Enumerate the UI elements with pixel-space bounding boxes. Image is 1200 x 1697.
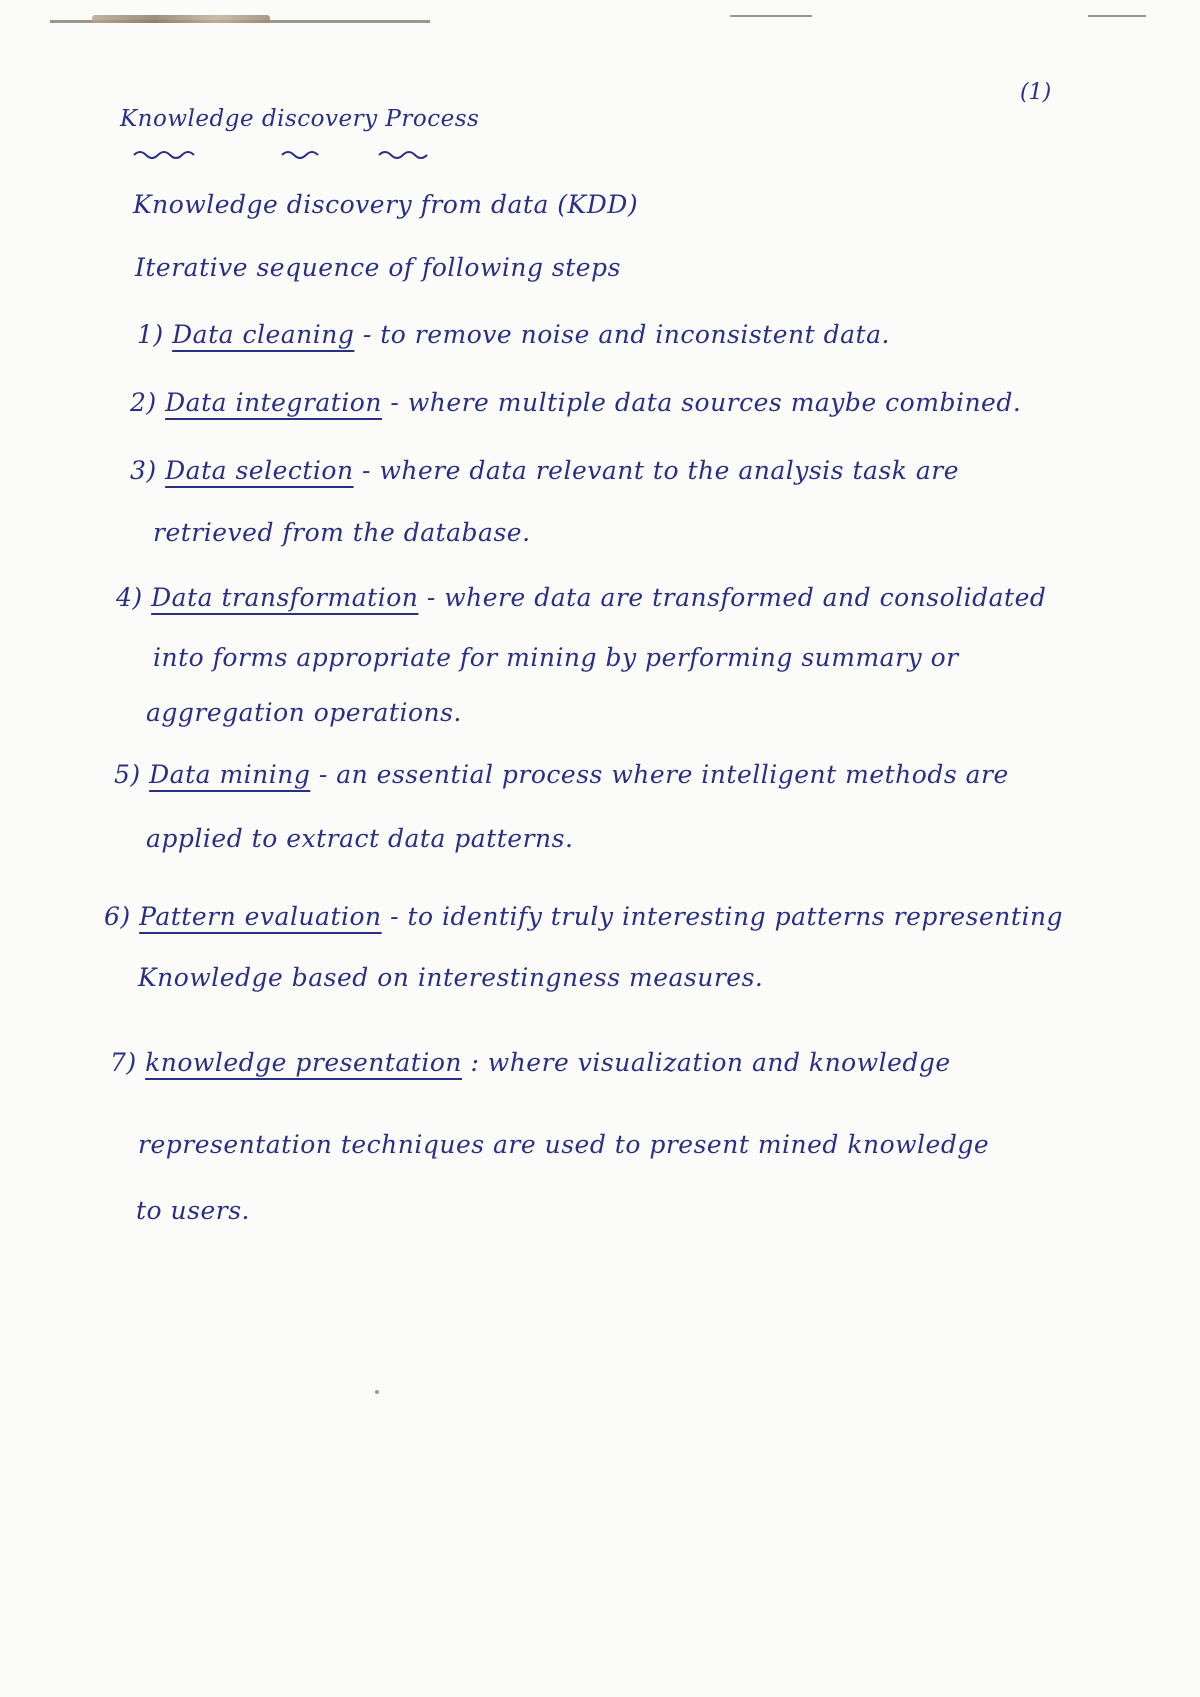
title-wavy-underline-3 (377, 148, 437, 160)
scan-mark-top-center (730, 15, 812, 17)
step-3-line-1: - where data relevant to the analysis task are (362, 456, 959, 485)
step-4-line-2: into forms appropriate for mining by performing summary or (153, 643, 959, 672)
step-2-term: Data integration (165, 388, 382, 417)
page-subtitle: Knowledge discovery from data (KDD) (133, 190, 639, 219)
step-1-number: 1) (137, 320, 164, 349)
step-6 (104, 904, 1063, 929)
step-7-term: knowledge presentation (145, 1048, 462, 1077)
step-2 (130, 390, 1021, 415)
step-5-line-2: applied to extract data patterns. (146, 824, 574, 853)
page-title: Knowledge discovery Process (120, 106, 480, 132)
step-5-term: Data mining (149, 760, 311, 789)
step-4-number: 4) (116, 583, 143, 612)
step-7 (110, 1050, 951, 1075)
scan-mark-top-right (1088, 15, 1146, 17)
step-1 (137, 322, 890, 347)
step-6-line-1: - to identify truly interesting patterns representing (390, 902, 1064, 931)
step-3-line-2: retrieved from the database. (153, 518, 531, 547)
step-3-number: 3) (130, 456, 157, 485)
step-4 (116, 585, 1046, 610)
step-1-line-1: - to remove noise and inconsistent data. (362, 320, 890, 349)
title-wavy-underline-1 (132, 148, 202, 160)
step-7-line-3: to users. (136, 1196, 250, 1225)
step-7-number: 7) (110, 1048, 137, 1077)
step-6-line-2: Knowledge based on interestingness measures. (138, 963, 764, 992)
step-7-line-2: representation techniques are used to present mined knowledge (138, 1130, 990, 1159)
step-2-number: 2) (130, 388, 157, 417)
title-wavy-underline-2 (280, 148, 330, 160)
scan-mark-top-left-stain (92, 15, 270, 23)
step-4-line-3: aggregation operations. (146, 698, 462, 727)
intro-text: Iterative sequence of following steps (135, 253, 621, 282)
step-4-line-1: - where data are transformed and consolidated (426, 583, 1047, 612)
step-2-line-1: - where multiple data sources maybe combined. (390, 388, 1022, 417)
step-3-term: Data selection (165, 456, 354, 485)
step-1-term: Data cleaning (172, 320, 355, 349)
step-5-number: 5) (114, 760, 141, 789)
step-6-term: Pattern evaluation (139, 902, 382, 931)
stray-pencil-dot (375, 1390, 379, 1394)
step-6-number: 6) (104, 902, 131, 931)
page-number: (1) (1020, 80, 1052, 105)
step-5 (114, 762, 1009, 787)
step-3 (130, 458, 959, 483)
step-7-line-1: : where visualization and knowledge (470, 1048, 951, 1077)
step-4-term: Data transformation (151, 583, 419, 612)
step-5-line-1: - an essential process where intelligent methods are (318, 760, 1009, 789)
